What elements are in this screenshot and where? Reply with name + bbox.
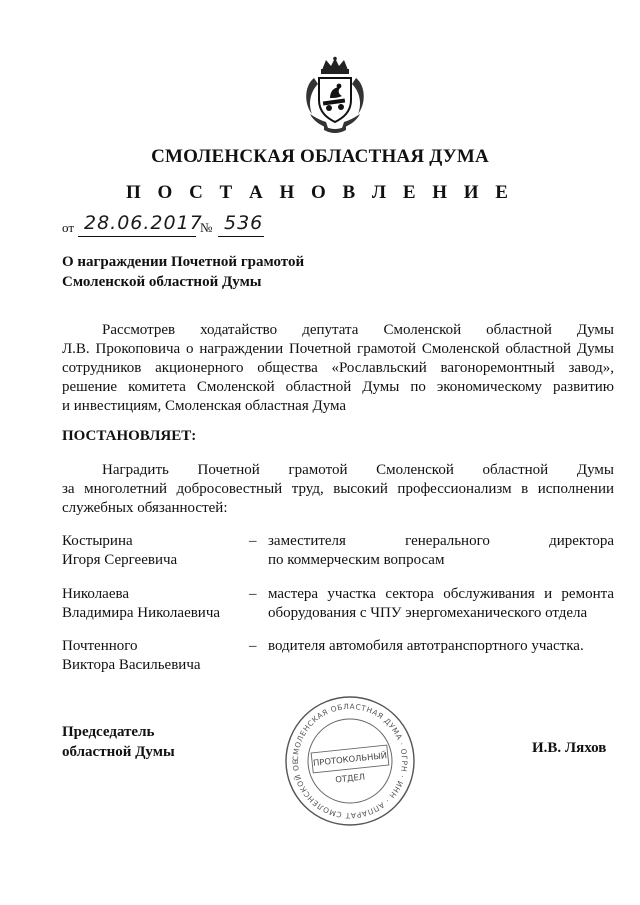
decision-paragraph — [62, 461, 614, 518]
preamble-line: и инвестициям, Смоленская областная Дума — [62, 398, 347, 414]
position-line: оборудования с ЧПУ энергомеханического отдела — [268, 605, 588, 621]
awardee-given-names: Владимира Николаевича — [62, 605, 221, 621]
position-line: заместителя генерального директора — [268, 533, 614, 549]
awardee-dash: – — [249, 638, 257, 654]
awardee-dash: – — [249, 533, 257, 549]
date-underline — [78, 236, 196, 237]
official-stamp — [282, 693, 418, 829]
position-line: водителя автомобиля автотранспортного участка. — [268, 638, 584, 654]
preamble-paragraph — [62, 321, 614, 416]
coat-of-arms-emblem — [300, 56, 370, 136]
awardee-position — [268, 637, 614, 656]
stamp-ring-text: СМОЛЕНСКАЯ ОБЛАСТНАЯ ДУМА · ОГРН · ИНН · АППАРАТ СМОЛЕНСКОЙ ОБ — [290, 701, 410, 821]
preamble-line: Л.В. Прокоповича о награждении Почетной грамотой Смоленской областной Думы — [62, 341, 614, 357]
awardee-name — [62, 532, 252, 570]
number-label: № — [200, 220, 213, 235]
document-type: П О С Т А Н О В Л Е Н И Е — [126, 182, 514, 203]
awardee-name — [62, 637, 252, 675]
awardee-surname: Почтенного — [62, 638, 138, 654]
preamble-line: сотрудников акционерного общества «Рославльский вагоноремонтный завод», — [62, 360, 614, 376]
signatory-title — [62, 722, 222, 762]
smolensk-coat-of-arms-icon — [300, 56, 370, 136]
stamp-center-line: ОТДЕЛ — [334, 771, 366, 785]
signatory-name: И.В. Ляхов — [532, 740, 607, 756]
signatory-title-line: областной Думы — [62, 744, 175, 760]
awardee-surname: Костырина — [62, 533, 133, 549]
preamble-line: Рассмотрев ходатайство депутата Смоленской областной Думы — [102, 322, 614, 338]
document-subject — [62, 252, 382, 292]
awardee-name — [62, 585, 252, 623]
position-line: по коммерческим вопросам — [268, 552, 445, 568]
signatory-title-line: Председатель — [62, 724, 155, 740]
decision-line: Наградить Почетной грамотой Смоленской областной Думы — [102, 462, 614, 478]
preamble-line: решение комитета Смоленской областной Думы по экономическому развитию — [62, 379, 614, 395]
awardee-surname: Николаева — [62, 586, 130, 602]
handwritten-number: 536 — [224, 212, 264, 234]
subject-line: О награждении Почетной грамотой — [62, 254, 305, 270]
stamp-center-line: ПРОТОКОЛЬНЫЙ — [312, 750, 388, 768]
date-number-line — [62, 212, 362, 238]
awardee-given-names: Игоря Сергеевича — [62, 552, 178, 568]
handwritten-date: 28.06.2017 — [84, 212, 203, 234]
position-line: мастера участка сектора обслуживания и ремонта — [268, 586, 614, 602]
awardee-given-names: Виктора Васильевича — [62, 657, 201, 673]
resolves-heading: ПОСТАНОВЛЯЕТ: — [62, 428, 197, 444]
subject-line: Смоленской областной Думы — [62, 274, 262, 290]
organization-title: СМОЛЕНСКАЯ ОБЛАСТНАЯ ДУМА — [151, 146, 489, 167]
decision-line: за многолетний добросовестный труд, высокий профессионализм в исполнении — [62, 481, 614, 497]
awardee-dash: – — [249, 586, 257, 602]
awardee-position — [268, 532, 614, 570]
number-underline — [218, 236, 264, 237]
awardee-position — [268, 585, 614, 623]
decision-line: служебных обязанностей: — [62, 500, 228, 516]
stamp-seal-icon — [282, 693, 418, 829]
from-label: от — [62, 220, 75, 235]
